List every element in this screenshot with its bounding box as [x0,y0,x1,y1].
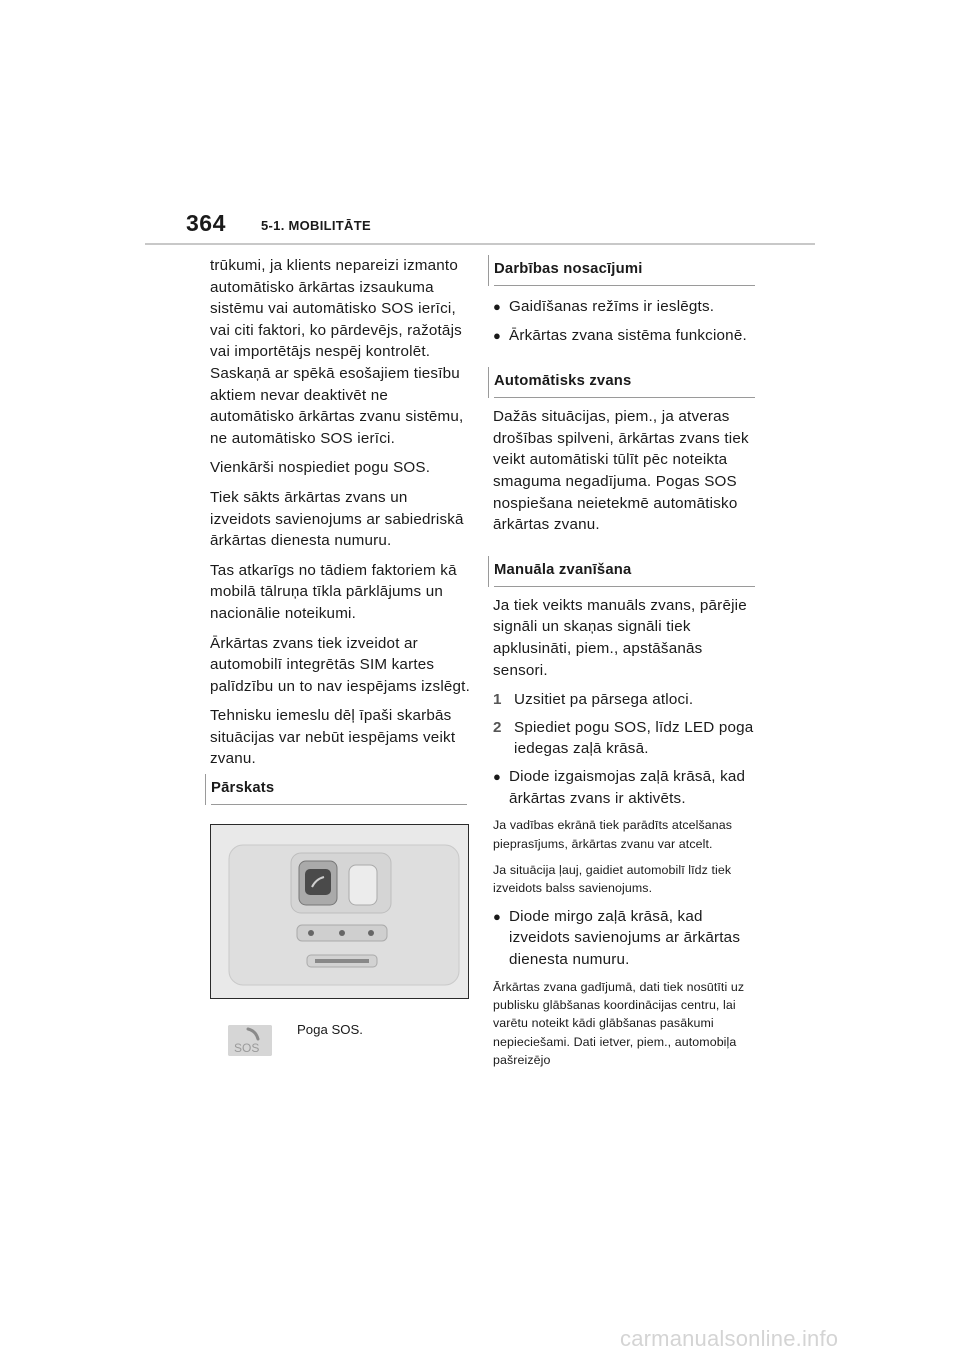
step-text: Spiediet pogu SOS, līdz LED poga iedegas zaļā krāsā. [514,718,754,758]
list-item-text: Diode mirgo zaļā krāsā, kad izveidots savienojums ar ārkārtas dienesta numuru. [509,907,741,968]
left-column [210,255,472,778]
sos-phone-icon [228,1025,272,1056]
step-number: 2 [493,718,502,736]
bullet-icon: ● [493,327,502,343]
overview-heading-box [205,774,467,805]
list-item-text: Gaidīšanas režīms ir ieslēgts. [509,298,715,315]
section-heading-conditions: Darbības nosacījumi [494,255,755,286]
note-paragraph: Ārkārtas zvana gadījumā, dati tiek nosūtīti uz publisku glābšanas koordinācijas centru, lai varētu noteikt kādi glābšanas pasākumi nepieciešami. Dati ietver, piem., automobiļa pašreizējo [493,979,745,1068]
right-column [493,255,755,1078]
list-item [493,296,755,318]
intro-paragraph: trūkumi, ja klients nepareizi izmanto automātisko ārkārtas izsaukuma sistēmu vai automātisko SOS ierīci, vai citi faktori, ko pārdevējs, ražotājs vai importētājs nespēj kontrolēt. Saskaņā ar spēkā esošajiem tiesību aktiem nevar deaktivēt ne automātisko ārkārtas zvanu sistēmu, ne automātisko SOS ierīci. [210,257,464,447]
watermark-text: carmanualsonline.info [620,1326,839,1351]
paragraph: Ārkārtas zvans tiek izveidot ar automobilī integrētās SIM kartes palīdzību un to nav iespējams izslēgt. [210,634,471,695]
sos-icon-label: SOS [234,1041,260,1055]
conditions-heading-box [488,255,755,286]
step-item [493,717,755,760]
paragraph: Tas atkarīgs no tādiem faktoriem kā mobilā tālruņa tīkla pārklājums un nacionālie noteikumi. [210,561,457,622]
paragraph: Tehnisku iemeslu dēļ īpaši skarbās situācijas var nebūt iespējams veikt zvanu. [210,707,456,768]
auto-heading-box [488,367,755,398]
section-heading-manual-call: Manuāla zvanīšana [494,556,755,587]
step-text: Uzsitiet pa pārsega atloci. [514,691,694,709]
section-heading-auto-call: Automātisks zvans [494,367,755,398]
auto-call-paragraph: Dažās situācijas, piem., ja atveras drošības spilveni, ārkārtas zvans tiek veikt automātiski tūlīt pēc noteikta smaguma negadījuma. Pogas SOS nospiešana neietekmē automātisko ārkārtas zvanu. [493,408,749,534]
list-item-text: Diode izgaismojas zaļā krāsā, kad ārkārtas zvans ir aktivēts. [509,767,746,807]
manual-heading-box [488,556,755,587]
sos-button-figure [210,824,469,999]
section-heading-overview: Pārskats [211,774,467,805]
step-number: 1 [493,691,502,709]
list-item [493,906,755,971]
list-item [493,766,755,809]
list-item [493,325,755,347]
bullet-icon: ● [493,299,502,314]
paragraph: Vienkārši nospiediet pogu SOS. [210,459,431,477]
note-paragraph: Ja situācija ļauj, gaidiet automobilī līdz tiek izveidots balss savienojums. [493,862,732,896]
paragraph: Tiek sākts ārkārtas zvans un izveidots savienojums ar sabiedriskā ārkārtas dienesta numuru. [210,488,464,550]
step-item [493,689,755,711]
overview-section [210,774,467,805]
figure-caption: Poga SOS. [297,1022,363,1037]
bullet-icon: ● [493,768,502,784]
list-item-text: Ārkārtas zvana sistēma funkcionē. [509,326,747,344]
bullet-icon: ● [493,908,502,924]
note-paragraph: Ja vadības ekrānā tiek parādīts atcelšanas pieprasījums, ārkārtas zvanu var atcelt. [493,818,733,851]
header-divider [145,243,815,245]
chapter-title: 5-1. MOBILITĀTE [261,218,371,233]
page-number: 364 [186,210,226,236]
manual-call-paragraph: Ja tiek veikts manuāls zvans, pārējie signāli un skaņas signāli tiek apklusināti, piem., apstāšanās sensori. [493,596,747,679]
overhead-console-illustration [211,825,468,998]
